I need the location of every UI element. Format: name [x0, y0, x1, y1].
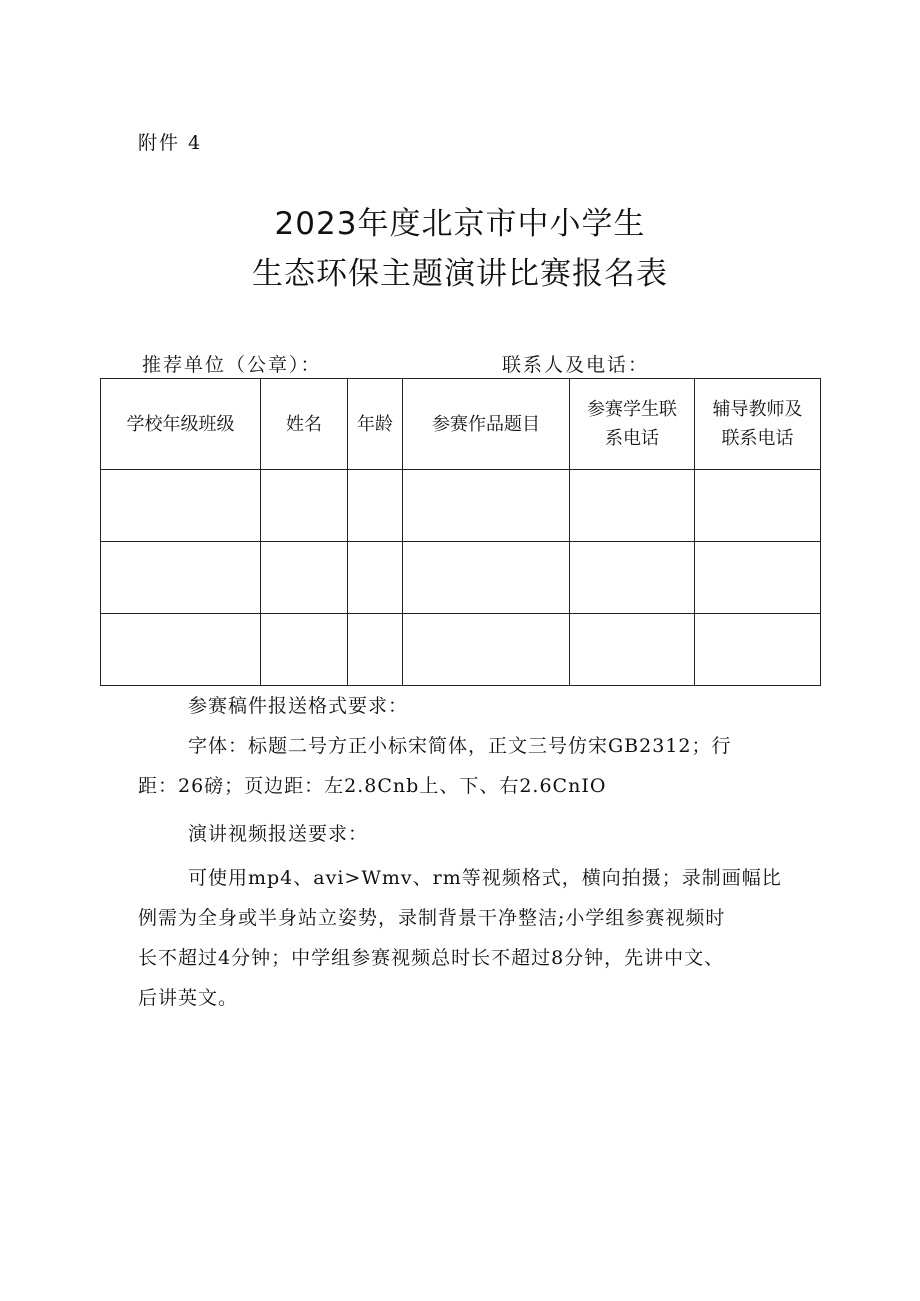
table-row: [101, 542, 821, 614]
table-cell[interactable]: [570, 542, 695, 614]
table-cell[interactable]: [695, 614, 821, 686]
header-entry-title: 参赛作品题目: [403, 379, 570, 470]
header-age: 年龄: [348, 379, 403, 470]
table-cell[interactable]: [403, 614, 570, 686]
format-requirements-text: 字体：标题二号方正小标宋简体，正文三号仿宋GB2312；行 距：26磅；页边距：左2.8Cnb上、下、右2.6CnIO: [138, 735, 732, 797]
registration-table: [100, 378, 821, 686]
video-requirements-heading: 演讲视频报送要求：: [188, 823, 369, 845]
table-cell[interactable]: [570, 470, 695, 542]
table-cell[interactable]: [261, 542, 348, 614]
header-teacher-phone: 辅导教师及 联系电话: [695, 379, 821, 470]
attachment-label: 附件 4: [138, 132, 203, 154]
table-cell[interactable]: [261, 614, 348, 686]
table-cell[interactable]: [101, 614, 261, 686]
recommending-unit-label: 推荐单位（公章）：: [142, 354, 322, 376]
table-row: [101, 470, 821, 542]
table-cell[interactable]: [101, 470, 261, 542]
contact-person-label: 联系人及电话：: [502, 354, 650, 376]
table-cell[interactable]: [348, 470, 403, 542]
table-header-row: [101, 379, 821, 470]
table-cell[interactable]: [403, 470, 570, 542]
format-requirements-heading: 参赛稿件报送格式要求：: [188, 695, 409, 717]
header-student-phone: 参赛学生联 系电话: [570, 379, 695, 470]
video-requirements-text: 可使用mp4、avi>Wmv、rm等视频格式，横向拍摄；录制画幅比 例需为全身或半身站立姿势，录制背景干净整洁;小学组参赛视频时 长不超过4分钟；中学组参赛视频总时长不超过8分钟，先讲中文、 后讲英文。: [138, 867, 782, 1009]
table-cell[interactable]: [695, 470, 821, 542]
table-row: [101, 614, 821, 686]
table-cell[interactable]: [348, 614, 403, 686]
table-cell[interactable]: [570, 614, 695, 686]
table-cell[interactable]: [348, 542, 403, 614]
table-cell[interactable]: [403, 542, 570, 614]
table-cell[interactable]: [261, 470, 348, 542]
header-school-grade-class: 学校年级班级: [101, 379, 261, 470]
table-cell[interactable]: [695, 542, 821, 614]
header-name: 姓名: [261, 379, 348, 470]
table-cell[interactable]: [101, 542, 261, 614]
document-title-line-1: 2023年度北京市中小学生: [274, 206, 646, 242]
document-title-line-2: 生态环保主题演讲比赛报名表: [252, 256, 668, 292]
